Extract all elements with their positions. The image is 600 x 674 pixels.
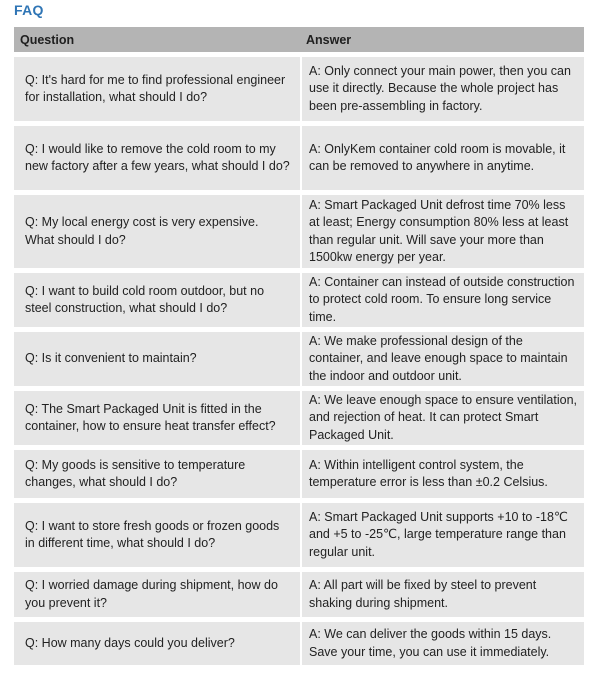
answer-text: A: Smart Packaged Unit supports +10 to -18℃ and +5 to -25℃, large temperature range than regular unit. xyxy=(309,509,568,559)
question-text: Q: How many days could you deliver? xyxy=(25,635,235,650)
answer-cell xyxy=(300,572,584,617)
question-cell xyxy=(14,332,300,386)
question-cell xyxy=(14,391,300,445)
table-header xyxy=(14,27,584,52)
table-row xyxy=(14,498,584,567)
table-row xyxy=(14,121,584,190)
question-cell xyxy=(14,622,300,665)
question-text: Q: My goods is sensitive to temperature changes, what should I do? xyxy=(25,457,246,489)
question-text: Q: It's hard for me to find professional engineer for installation, what should I do? xyxy=(25,72,286,104)
table-row xyxy=(14,386,584,445)
answer-text: A: Only connect your main power, then you can use it directly. Because the whole project has been pre-assembling in factory. xyxy=(309,63,571,113)
question-cell xyxy=(14,57,300,121)
faq-table xyxy=(14,27,584,665)
question-cell xyxy=(14,572,300,617)
answer-text: A: We can deliver the goods within 15 days. Save your time, you can use it immediately. xyxy=(309,627,552,659)
table-row xyxy=(14,445,584,498)
table-row xyxy=(14,327,584,386)
question-cell xyxy=(14,273,300,327)
column-header-question: Question xyxy=(20,32,75,47)
question-text: Q: I worried damage during shipment, how do you prevent it? xyxy=(25,578,278,610)
answer-text: A: Container can instead of outside construction to protect cold room. To ensure long service time. xyxy=(309,274,575,324)
table-row xyxy=(14,52,584,121)
question-text: Q: I want to store fresh goods or frozen goods in different time, what should I do? xyxy=(25,518,280,550)
question-text: Q: I would like to remove the cold room to my new factory after a few years, what should I do? xyxy=(25,141,290,173)
faq-heading: FAQ xyxy=(14,2,44,18)
question-text: Q: My local energy cost is very expensive. What should I do? xyxy=(25,215,259,247)
table-row xyxy=(14,268,584,327)
question-text: Q: I want to build cold room outdoor, but no steel construction, what should I do? xyxy=(25,283,265,315)
answer-cell xyxy=(300,273,584,327)
answer-cell xyxy=(300,57,584,121)
question-cell xyxy=(14,195,300,268)
question-text: Q: Is it convenient to maintain? xyxy=(25,351,197,366)
answer-cell xyxy=(300,391,584,445)
answer-text: A: We make professional design of the container, and leave enough space to maintain the indoor and outdoor unit. xyxy=(309,333,568,383)
table-row xyxy=(14,190,584,268)
question-text: Q: The Smart Packaged Unit is fitted in the container, how to ensure heat transfer effect? xyxy=(25,401,276,433)
answer-text: A: We leave enough space to ensure ventilation, and rejection of heat. It can protect Smart Packaged Unit. xyxy=(309,392,577,442)
table-row xyxy=(14,567,584,617)
question-cell xyxy=(14,503,300,567)
answer-cell xyxy=(300,195,584,268)
table-row xyxy=(14,617,584,665)
question-cell xyxy=(14,450,300,498)
answer-text: A: All part will be fixed by steel to prevent shaking during shipment. xyxy=(309,578,537,610)
question-cell xyxy=(14,126,300,190)
answer-cell xyxy=(300,126,584,190)
answer-cell xyxy=(300,332,584,386)
answer-text: A: OnlyKem container cold room is movable, it can be removed to anywhere in anytime. xyxy=(309,141,566,173)
answer-cell xyxy=(300,450,584,498)
answer-cell xyxy=(300,503,584,567)
answer-text: A: Within intelligent control system, the temperature error is less than ±0.2 Celsius. xyxy=(309,457,548,489)
answer-cell xyxy=(300,622,584,665)
column-header-answer: Answer xyxy=(306,32,352,47)
answer-text: A: Smart Packaged Unit defrost time 70% less at least; Energy consumption 80% less at least than regular unit. Will save your more than 1500kw energy per year. xyxy=(309,197,569,264)
